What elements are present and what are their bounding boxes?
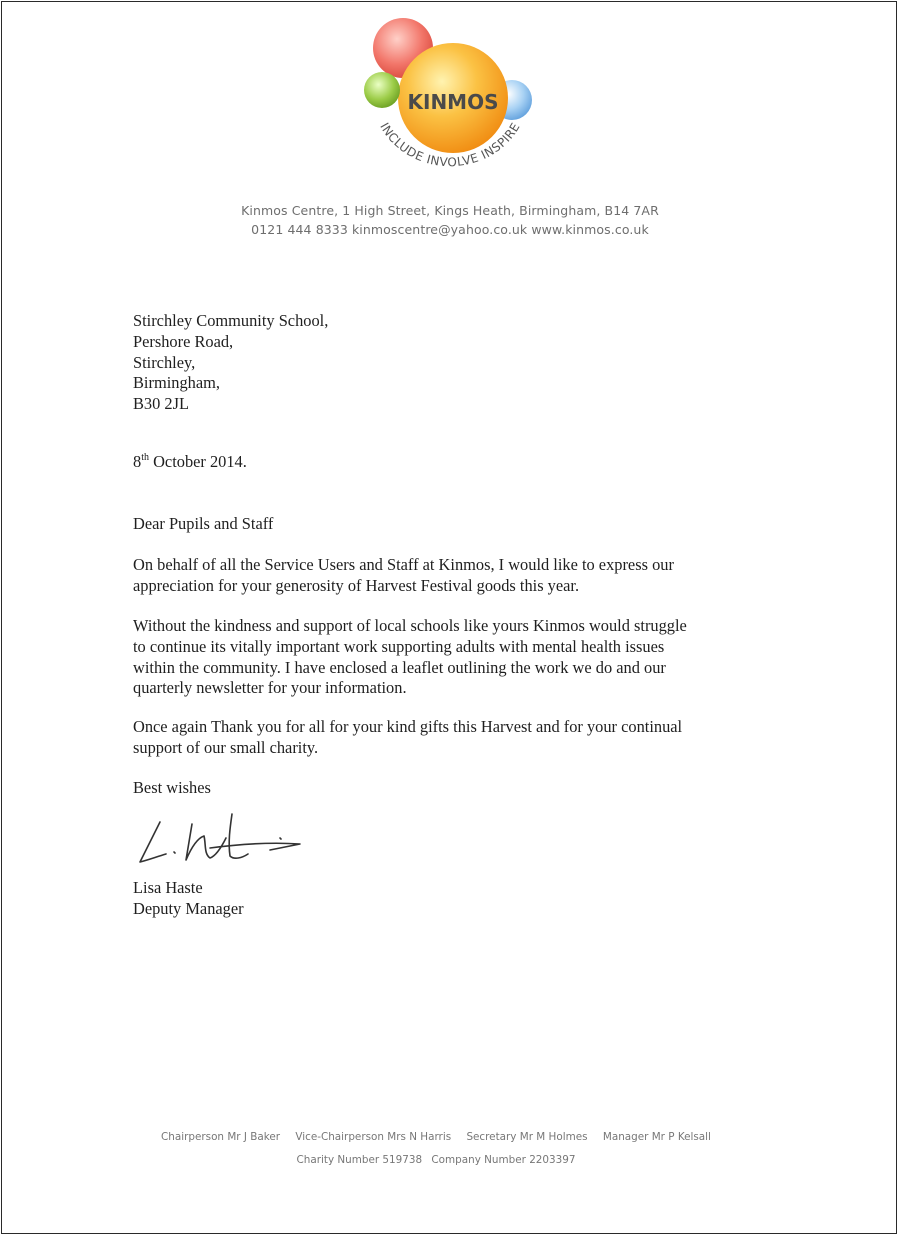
paragraph-line: Without the kindness and support of local schools like yours Kinmos would struggle — [133, 616, 687, 635]
signer-name: Lisa Haste — [133, 878, 203, 897]
date-suffix: th — [141, 451, 149, 463]
letter-date — [133, 452, 247, 473]
paragraph-line: within the community. I have enclosed a leaflet outlining the work we do and our — [133, 657, 666, 677]
footer-officer: Secretary Mr M Holmes — [466, 1131, 588, 1143]
signer-title: Deputy Manager — [133, 898, 244, 918]
footer-officer: Manager Mr P Kelsall — [602, 1131, 711, 1143]
paragraph-line: On behalf of all the Service Users and Staff at Kinmos, I would like to express our — [133, 555, 674, 574]
paragraph-line: appreciation for your generosity of Harvest Festival goods this year. — [133, 575, 580, 595]
paragraph-line: Once again Thank you for all for your kind gifts this Harvest and for your continual — [133, 717, 683, 736]
address-line: Birmingham, — [133, 373, 220, 393]
paragraph-line: quarterly newsletter for your information. — [133, 678, 407, 698]
address-line: B30 2JL — [133, 394, 190, 414]
footer-officers — [2, 1131, 870, 1143]
body-paragraph — [133, 616, 773, 699]
letterhead-contact: 0121 444 8333 kinmoscentre@yahoo.co.uk www.kinmos.co.uk — [251, 222, 649, 237]
footer-registration — [2, 1154, 870, 1166]
footer-officer: Vice-Chairperson Mrs N Harris — [295, 1131, 452, 1143]
address-line: Pershore Road, — [133, 331, 234, 351]
logo-wordmark: KINMOS — [407, 90, 499, 114]
kinmos-logo — [357, 14, 542, 189]
body-paragraph — [133, 717, 773, 759]
address-line: Stirchley Community School, — [133, 311, 329, 330]
charity-number: Charity Number 519738 — [296, 1154, 423, 1166]
signer-block — [133, 878, 244, 920]
date-rest: October 2014. — [148, 452, 247, 471]
salutation: Dear Pupils and Staff — [133, 514, 274, 533]
logo-tagline: INCLUDE INVOLVE INSPIRE — [377, 120, 523, 170]
footer-officer: Chairperson Mr J Baker — [161, 1131, 281, 1143]
body-paragraph — [133, 555, 773, 597]
letterhead-address: Kinmos Centre, 1 High Street, Kings Heath, Birmingham, B14 7AR — [241, 203, 659, 218]
address-line: Stirchley, — [133, 352, 196, 372]
recipient-address — [133, 311, 328, 415]
closing: Best wishes — [133, 778, 211, 797]
paragraph-line: support of our small charity. — [133, 737, 319, 757]
date-day: 8 — [133, 452, 142, 471]
company-number: Company Number 2203397 — [431, 1154, 576, 1166]
letter-page — [1, 1, 897, 1234]
handwritten-signature — [130, 794, 310, 874]
paragraph-line: to continue its vitally important work supporting adults with mental health issues — [133, 636, 665, 656]
